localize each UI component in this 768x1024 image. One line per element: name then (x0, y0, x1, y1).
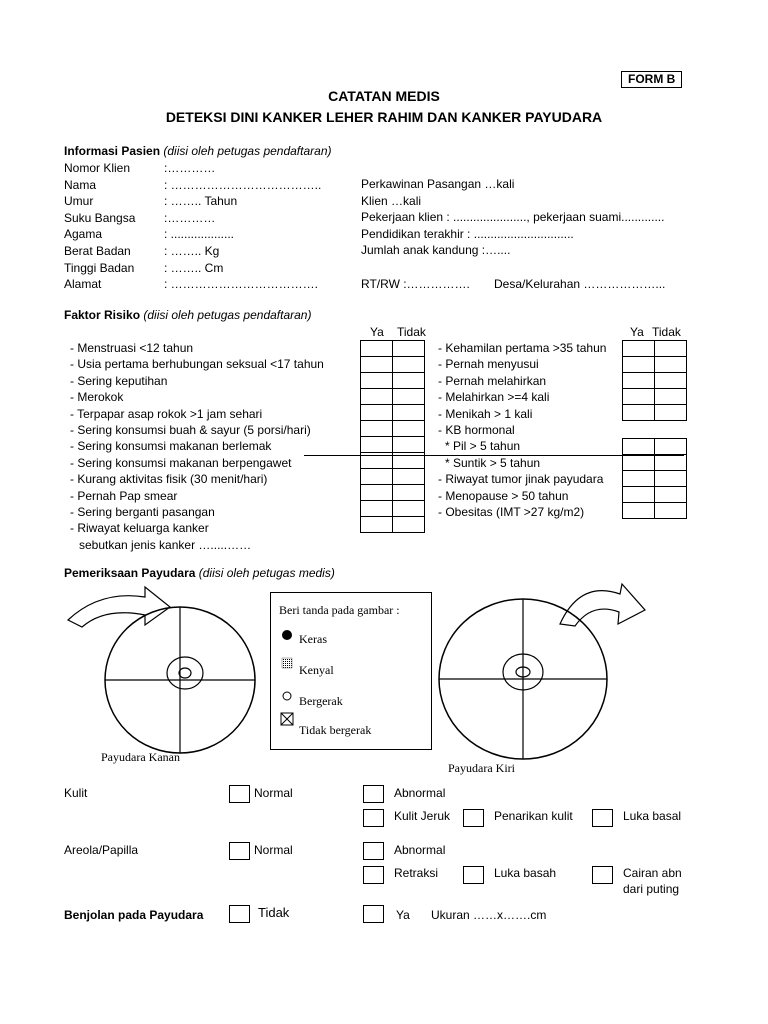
tidak-cell[interactable] (655, 341, 687, 357)
benjolan-ya-checkbox[interactable] (363, 905, 384, 923)
info-right-field[interactable]: Jumlah anak kandung :….... (361, 243, 511, 257)
benjolan-ya-label: Ya (396, 908, 410, 922)
info-value-field[interactable]: : …….. Cm (164, 260, 224, 275)
risk-item: - Riwayat keluarga kanker (70, 521, 209, 536)
luka-basah-checkbox[interactable] (463, 866, 484, 884)
info-label: Suku Bangsa (64, 210, 136, 225)
risk-col-ya-right: Ya (630, 325, 644, 339)
ya-cell[interactable] (361, 517, 393, 533)
kulit-jeruk-checkbox[interactable] (363, 809, 384, 827)
risk-item: - Sering berganti pasangan (70, 505, 215, 519)
tidak-cell[interactable] (393, 405, 425, 421)
risk-item: sebutkan jenis kanker ….....…… (79, 537, 252, 552)
ya-cell[interactable] (361, 485, 393, 501)
info-value-field[interactable]: :………… (164, 161, 216, 175)
dotted-square-icon (282, 658, 292, 668)
risk-item: - Obesitas (IMT >27 kg/m2) (438, 505, 585, 519)
page-title: CATATAN MEDIS (328, 88, 440, 104)
ya-cell[interactable] (361, 341, 393, 357)
info-value-field[interactable]: : ………………………………. (164, 277, 319, 292)
benjolan-tidak-label: Tidak (258, 905, 290, 920)
tidak-cell[interactable] (655, 471, 687, 487)
areola-abnormal-checkbox[interactable] (363, 842, 384, 860)
label-benjolan: Benjolan pada Payudara (64, 908, 204, 922)
cairan-label-1: Cairan abn (623, 866, 682, 880)
risk-item: - Sering konsumsi makanan berpengawet (70, 455, 292, 470)
areola-normal-checkbox[interactable] (229, 842, 250, 860)
risk-item: - Kurang aktivitas fisik (30 menit/hari) (70, 472, 268, 487)
risk-item: - Menopause > 50 tahun (438, 488, 569, 503)
risk-item: - Merokok (70, 390, 124, 405)
info-right-field[interactable]: Klien …kali (361, 194, 422, 208)
hollow-circle-icon (283, 692, 291, 700)
breast-heading: Pemeriksaan Payudara (diisi oleh petugas medis) (64, 566, 335, 580)
ya-cell[interactable] (623, 373, 655, 389)
ya-cell[interactable] (361, 501, 393, 517)
penarikan-kulit-label: Penarikan kulit (494, 809, 573, 823)
risk-item: - Pernah melahirkan (438, 373, 547, 388)
tidak-cell[interactable] (393, 485, 425, 501)
ya-cell[interactable] (623, 389, 655, 405)
risk-heading: Faktor Risiko (diisi oleh petugas pendaftaran) (64, 308, 312, 322)
tidak-cell[interactable] (393, 373, 425, 389)
risk-item: - Usia pertama berhubungan seksual <17 tahun (70, 357, 324, 372)
ya-cell[interactable] (623, 503, 655, 519)
risk-item: * Suntik > 5 tahun (445, 455, 541, 470)
desa-field[interactable]: Desa/Kelurahan ………………... (494, 277, 666, 291)
tidak-cell[interactable] (655, 455, 687, 471)
tidak-cell[interactable] (393, 469, 425, 485)
tidak-cell[interactable] (655, 405, 687, 421)
info-value-field[interactable]: : ................... (164, 227, 235, 242)
rtrw-field[interactable]: RT/RW :……………. (361, 277, 470, 291)
info-value-field[interactable]: :………… (164, 210, 216, 225)
risk-item: - Sering konsumsi buah & sayur (5 porsi/hari) (70, 423, 311, 437)
ya-cell[interactable] (623, 487, 655, 503)
risk-item: - Menikah > 1 kali (438, 406, 533, 421)
info-value-field[interactable]: : …….. Tahun (164, 194, 238, 209)
risk-item: - Sering konsumsi makanan berlemak (70, 439, 272, 454)
kulit-normal-label: Normal (254, 786, 293, 800)
ya-cell[interactable] (361, 405, 393, 421)
label-areola: Areola/Papilla (64, 843, 139, 857)
tidak-cell[interactable] (393, 341, 425, 357)
kulit-jeruk-label: Kulit Jeruk (394, 809, 451, 823)
risk-item: - Pernah Pap smear (70, 488, 178, 503)
risk-item: - Melahirkan >=4 kali (438, 390, 550, 405)
risk-col-ya-left: Ya (370, 325, 384, 339)
tidak-cell[interactable] (655, 439, 687, 455)
info-right-field[interactable]: Pekerjaan klien : ......................, pekerjaan suami............. (361, 210, 665, 224)
tidak-cell[interactable] (655, 357, 687, 373)
ya-cell[interactable] (623, 471, 655, 487)
cairan-label-2: dari puting (623, 882, 680, 896)
legend-title: Beri tanda pada gambar : (279, 603, 400, 617)
ya-cell[interactable] (623, 455, 655, 471)
risk-item: - KB hormonal (438, 423, 515, 437)
ya-cell[interactable] (361, 357, 393, 373)
label-payudara-kiri: Payudara Kiri (448, 761, 515, 775)
risk-item: - Sering keputihan (70, 373, 168, 388)
risk-item: - Menstruasi <12 tahun (70, 341, 194, 355)
info-label: Umur (64, 194, 94, 209)
rotate-arrow-icon (560, 584, 645, 626)
divider-line (304, 455, 684, 456)
info-label: Berat Badan (64, 244, 131, 258)
risk-grid-left[interactable] (360, 340, 425, 533)
tidak-cell[interactable] (655, 503, 687, 519)
label-payudara-kanan: Payudara Kanan (101, 750, 180, 764)
ya-cell[interactable] (361, 421, 393, 437)
info-right-field[interactable]: Pendidikan terakhir : .............................. (361, 227, 574, 241)
ya-cell[interactable] (623, 357, 655, 373)
tidak-cell[interactable] (393, 389, 425, 405)
nipple-outline (179, 668, 191, 678)
penarikan-kulit-checkbox[interactable] (463, 809, 484, 827)
risk-col-tidak-right: Tidak (652, 325, 681, 339)
tidak-cell[interactable] (655, 373, 687, 389)
legend-keras: Keras (299, 632, 327, 646)
benjolan-tidak-checkbox[interactable] (229, 905, 250, 923)
ya-cell[interactable] (623, 439, 655, 455)
risk-col-tidak-left: Tidak (397, 325, 426, 339)
info-value-field[interactable]: : …….. Kg (164, 244, 220, 258)
luka-basal-label: Luka basal (623, 809, 682, 823)
areola-normal-label: Normal (254, 843, 293, 857)
risk-grid-right-bottom[interactable] (622, 438, 687, 519)
ya-cell[interactable] (361, 373, 393, 389)
kulit-abnormal-label: Abnormal (394, 786, 446, 800)
tidak-cell[interactable] (655, 487, 687, 503)
breast-right-diagram[interactable] (60, 585, 270, 760)
ya-cell[interactable] (361, 469, 393, 485)
info-label: Nama (64, 177, 97, 192)
ya-cell[interactable] (361, 389, 393, 405)
tidak-cell[interactable] (655, 389, 687, 405)
form-code: FORM B (621, 71, 682, 88)
areola-outline (167, 657, 203, 689)
legend-bergerak: Bergerak (299, 694, 343, 708)
info-label: Agama (64, 227, 103, 242)
ya-cell[interactable] (623, 341, 655, 357)
risk-item: - Kehamilan pertama >35 tahun (438, 341, 607, 355)
tidak-cell[interactable] (393, 357, 425, 373)
benjolan-ukuran-field[interactable]: Ukuran ……x…….cm (431, 908, 547, 922)
ya-cell[interactable] (623, 405, 655, 421)
tidak-cell[interactable] (393, 517, 425, 533)
legend-kenyal: Kenyal (299, 663, 334, 677)
info-label: Alamat (64, 277, 102, 292)
kulit-abnormal-checkbox[interactable] (363, 785, 384, 803)
info-label: Tinggi Badan (64, 260, 135, 275)
risk-item: * Pil > 5 tahun (445, 439, 521, 454)
legend-tidak-bergerak: Tidak bergerak (299, 723, 372, 737)
legend-symbols (279, 629, 295, 729)
retraksi-checkbox[interactable] (363, 866, 384, 884)
label-kulit: Kulit (64, 786, 88, 800)
luka-basah-label: Luka basah (494, 866, 557, 880)
risk-item: - Terpapar asap rokok >1 jam sehari (70, 406, 263, 421)
breast-left-diagram[interactable] (430, 582, 660, 767)
luka-basal-checkbox[interactable] (592, 809, 613, 827)
info-value-field[interactable]: : ……………………………….. (164, 177, 322, 192)
tidak-cell[interactable] (393, 421, 425, 437)
risk-item: - Pernah menyusui (438, 357, 539, 372)
cairan-checkbox[interactable] (592, 866, 613, 884)
legend-box (270, 592, 432, 750)
info-heading: Informasi Pasien (diisi oleh petugas pendaftaran) (64, 144, 332, 158)
info-label: Nomor Klien (64, 161, 131, 175)
tidak-cell[interactable] (393, 501, 425, 517)
areola-abnormal-label: Abnormal (394, 843, 446, 857)
ya-cell[interactable] (361, 437, 393, 453)
filled-circle-icon (282, 630, 292, 640)
risk-grid-right-top[interactable] (622, 340, 687, 421)
page-subtitle: DETEKSI DINI KANKER LEHER RAHIM DAN KANKER PAYUDARA (165, 109, 603, 125)
kulit-normal-checkbox[interactable] (229, 785, 250, 803)
info-right-field[interactable]: Perkawinan Pasangan …kali (361, 177, 515, 191)
risk-item: - Riwayat tumor jinak payudara (438, 472, 604, 487)
retraksi-label: Retraksi (394, 866, 439, 880)
rotate-arrow-icon (68, 587, 170, 627)
tidak-cell[interactable] (393, 437, 425, 453)
